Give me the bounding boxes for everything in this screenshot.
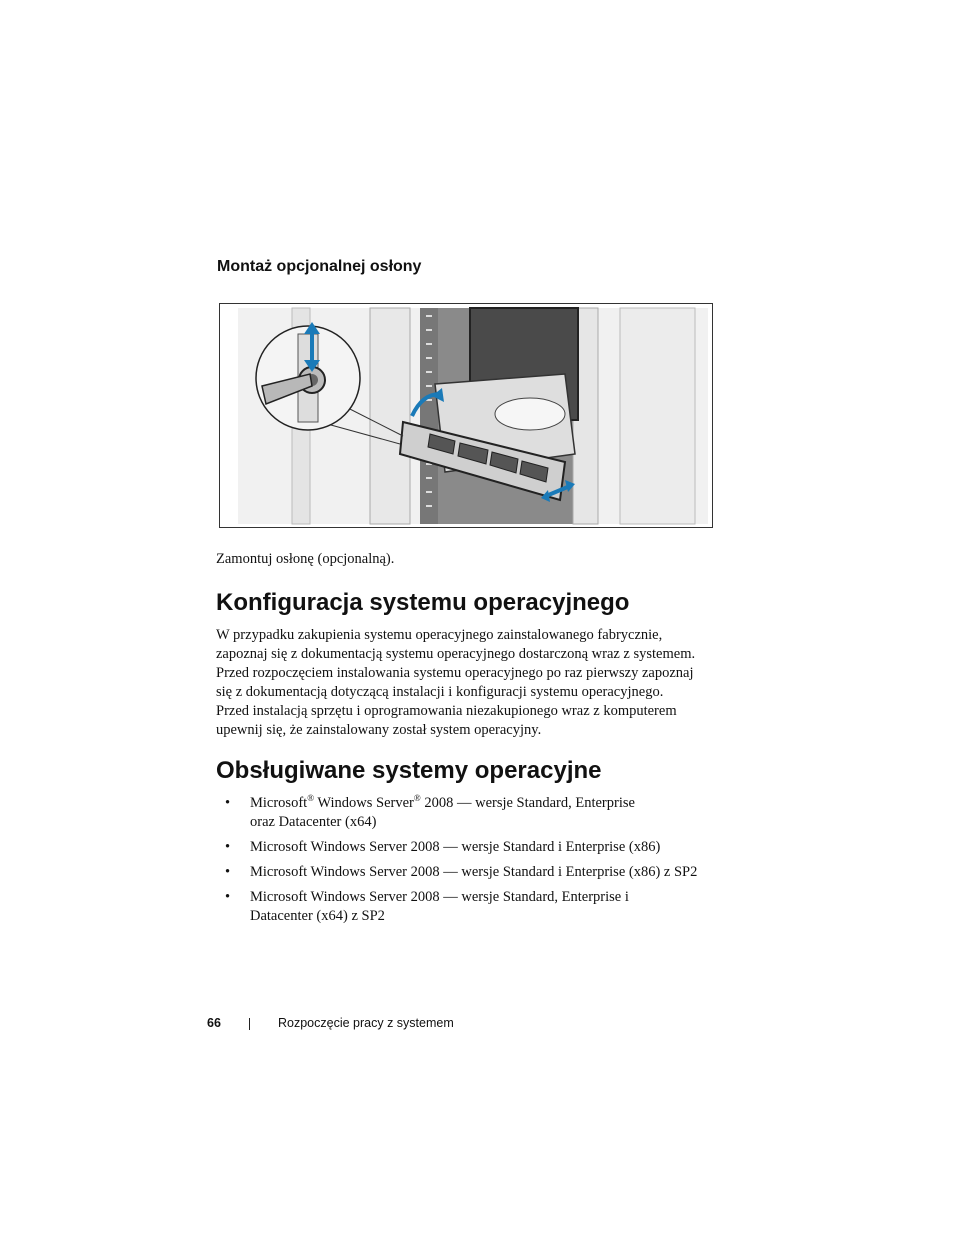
paragraph-line: W przypadku zakupienia systemu operacyjnego zainstalowanego fabrycznie, — [216, 627, 663, 643]
server-badge — [495, 398, 565, 430]
list-item — [216, 863, 726, 882]
os-editions-cont: oraz Datacenter (x64) — [250, 814, 377, 830]
os-item-text-cont: Datacenter (x64) z SP2 — [250, 908, 385, 924]
paragraph-line: zapoznaj się z dokumentacją systemu operacyjnego dostarczoną wraz z systemem. — [216, 646, 696, 662]
list-item — [216, 794, 726, 832]
os-product: Windows Server — [314, 795, 414, 811]
figure-section-title: Montaż opcjonalnej osłony — [217, 258, 422, 275]
page-number: 66 — [207, 1016, 221, 1030]
bullet: • — [225, 864, 231, 880]
rack-panel-right — [620, 308, 695, 524]
list-item — [216, 888, 726, 926]
paragraph-line: się z dokumentacją dotyczącą instalacji i konfiguracji systemu operacyjnego. — [216, 684, 664, 700]
footer-separator — [249, 1018, 250, 1030]
os-config-paragraph — [216, 626, 716, 740]
bezel-diagram — [220, 304, 712, 527]
os-item-text: Microsoft Windows Server 2008 — wersje Standard, Enterprise i — [250, 889, 629, 905]
paragraph-line: upewnij się, że zainstalowany został system operacyjny. — [216, 722, 542, 738]
bullet: • — [225, 795, 231, 811]
os-item-text: Microsoft Windows Server 2008 — wersje Standard i Enterprise (x86) — [250, 839, 661, 855]
os-config-heading: Konfiguracja systemu operacyjnego — [216, 589, 630, 616]
running-title: Rozpoczęcie pracy z systemem — [278, 1016, 454, 1030]
bullet: • — [225, 839, 231, 855]
rack-post-center — [370, 308, 410, 524]
page-footer — [0, 1016, 954, 1036]
figure-caption: Zamontuj osłonę (opcjonalną). — [216, 551, 395, 567]
os-editions: 2008 — wersje Standard, Enterprise — [420, 795, 635, 811]
registered-mark: ® — [413, 793, 421, 804]
bezel-installation-illustration — [219, 303, 713, 528]
supported-os-list — [216, 794, 726, 932]
registered-mark: ® — [307, 793, 315, 804]
paragraph-line: Przed rozpoczęciem instalowania systemu operacyjnego po raz pierwszy zapoznaj — [216, 665, 694, 681]
paragraph-line: Przed instalacją sprzętu i oprogramowania niezakupionego wraz z komputerem — [216, 703, 677, 719]
os-item-text: Microsoft Windows Server 2008 — wersje Standard i Enterprise (x86) z SP2 — [250, 864, 698, 880]
os-vendor: Microsoft — [250, 795, 308, 811]
list-item — [216, 838, 726, 857]
supported-os-heading: Obsługiwane systemy operacyjne — [216, 757, 602, 784]
bullet: • — [225, 889, 231, 905]
